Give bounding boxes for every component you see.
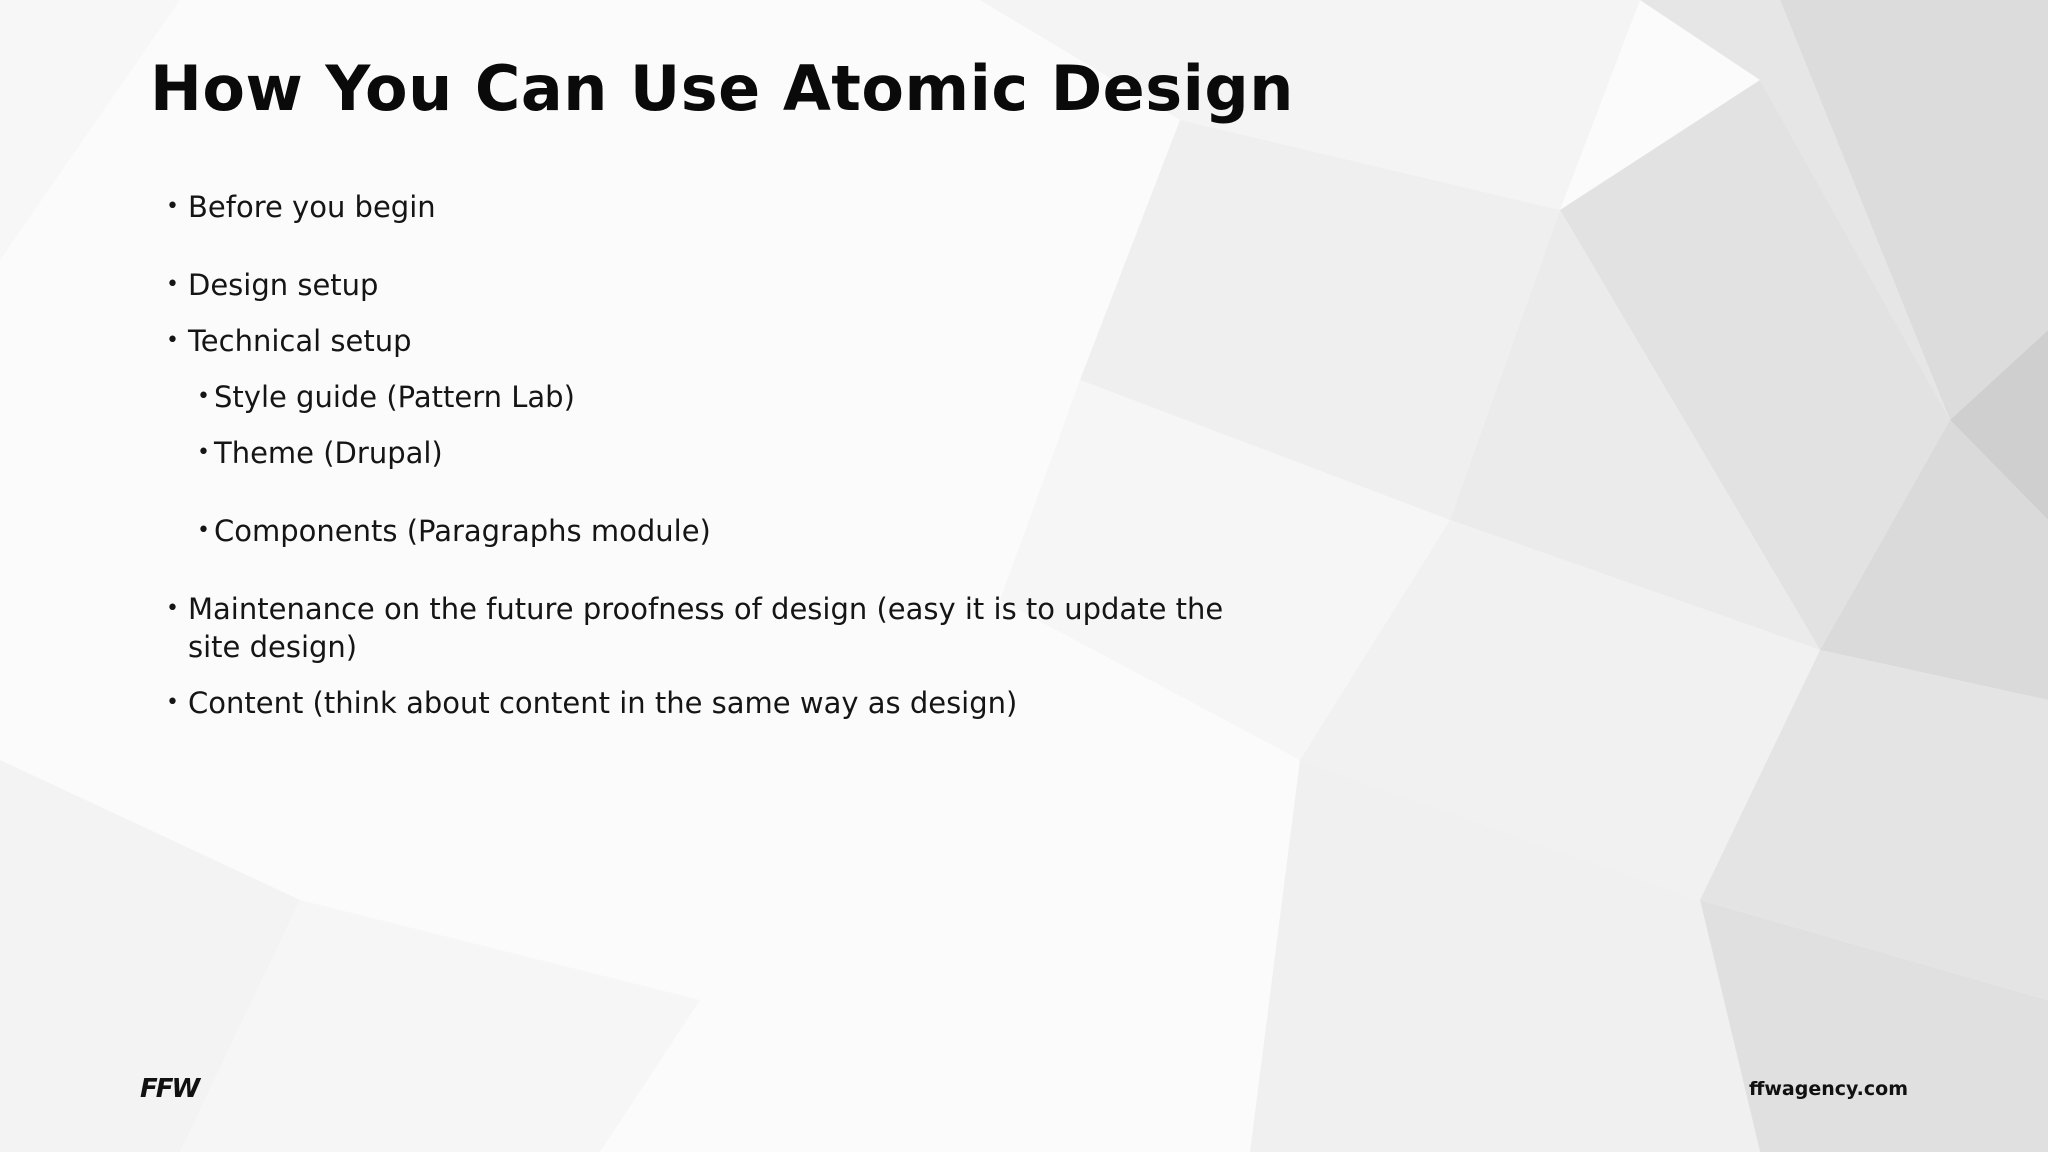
bullet-dot-icon: • (197, 518, 210, 543)
bullet-text: Technical setup (188, 324, 412, 358)
sub-bullet-item (166, 434, 1246, 472)
bullet-text: Maintenance on the future proofness of design (easy it is to update the site design) (188, 592, 1224, 664)
bullet-dot-icon: • (197, 440, 210, 465)
ffw-logo: FFW (140, 1074, 199, 1104)
bullet-dot-icon: • (166, 328, 179, 353)
bullet-dot-icon: • (166, 272, 179, 297)
bullet-dot-icon: • (166, 194, 179, 219)
bullet-item (166, 590, 1246, 666)
sub-bullet-item (166, 512, 1246, 550)
bullet-text: Before you begin (188, 190, 436, 224)
bullet-text: Design setup (188, 268, 379, 302)
bullet-item (166, 266, 1246, 304)
sub-bullet-text: Theme (Drupal) (214, 436, 443, 470)
bullet-list (166, 188, 1246, 722)
bullet-dot-icon: • (197, 384, 210, 409)
sub-bullet-text: Components (Paragraphs module) (214, 514, 711, 548)
bullet-dot-icon: • (166, 596, 179, 621)
sub-bullet-item (166, 378, 1246, 416)
bullet-text: Content (think about content in the same way as design) (188, 686, 1018, 720)
bullet-item (166, 322, 1246, 360)
bullet-item (166, 188, 1246, 226)
sub-bullet-text: Style guide (Pattern Lab) (214, 380, 575, 414)
bullet-item (166, 684, 1246, 722)
footer-url: ffwagency.com (1748, 1078, 1908, 1100)
slide-title: How You Can Use Atomic Design (150, 52, 1294, 125)
bullet-dot-icon: • (166, 690, 179, 715)
